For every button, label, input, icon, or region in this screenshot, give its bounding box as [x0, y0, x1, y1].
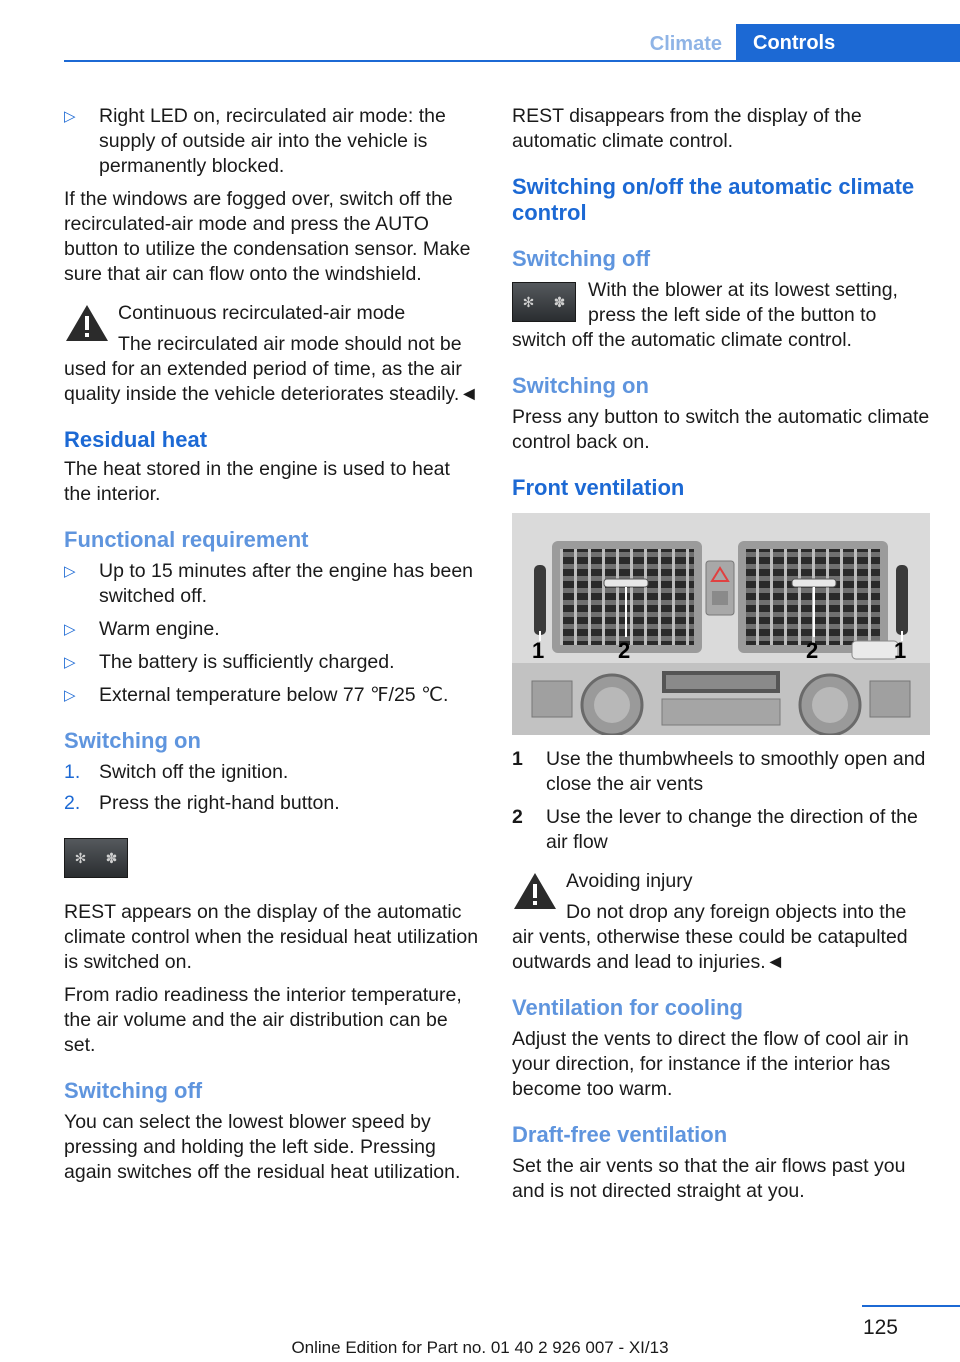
- page-number: 125: [862, 1316, 898, 1339]
- blower-button-image: [512, 282, 576, 322]
- paragraph-rest-on: REST appears on the display of the automatic climate control when the residual heat utilization is switched on.: [64, 901, 479, 973]
- left-column: [64, 104, 482, 1193]
- warning-triangle-icon: [512, 871, 558, 911]
- heading-switching-on: Switching on: [64, 728, 201, 753]
- triangle-right-icon: ▷: [64, 687, 76, 704]
- heading-functional-requirement: Functional requirement: [64, 527, 309, 552]
- heading-switching-on: Switching on: [512, 373, 649, 398]
- blower-button-image: [64, 838, 128, 878]
- triangle-right-icon: ▷: [64, 108, 76, 125]
- heading-switching-off: Switching off: [64, 1078, 203, 1103]
- footer-rule: [862, 1305, 960, 1307]
- heading-residual-heat: Residual heat: [64, 427, 208, 452]
- fan-icon: ✽: [105, 849, 118, 866]
- list-item: 2 Use the lever to change the direction of the air flow: [512, 806, 918, 853]
- front-vents-figure: [512, 513, 930, 735]
- list-item: ▷ Right LED on, recirculated air mode: the supply of outside air into the vehicle is permanently blocked.: [64, 105, 446, 177]
- heading-ventilation-cooling: Ventilation for cooling: [512, 995, 743, 1020]
- warning-body: The recirculated air mode should not be used for an extended period of time, as the air quality inside the vehicle deteriorates steadily.◄: [64, 333, 479, 405]
- paragraph-switch-off: ✻ ✽ With the blower at its lowest setting, press the left side of the button to switch off the automatic climate control.: [512, 279, 898, 351]
- list-item: ▷ External temperature below 77 ℉/25 ℃.: [64, 684, 449, 706]
- header-chapter: Controls: [736, 24, 960, 62]
- edition-note: Online Edition for Part no. 01 40 2 926 007 - XI/13: [291, 1338, 669, 1357]
- heading-draft-free: Draft-free ventilation: [512, 1122, 728, 1147]
- list-item: 1 Use the thumbwheels to smoothly open and close the air vents: [512, 748, 926, 795]
- paragraph-draft-free: Set the air vents so that the air flows past you and is not directed straight at you.: [512, 1155, 906, 1202]
- warning-triangle-icon: [64, 303, 110, 343]
- figure-label-1-right: 1: [894, 638, 907, 663]
- button-illustration: [64, 838, 482, 878]
- paragraph-radio-readiness: From radio readiness the interior temperature, the air volume and the air distribution can be set.: [64, 984, 462, 1056]
- figure-label-2-left: 2: [618, 638, 631, 663]
- warning-box: [64, 301, 482, 407]
- fan-icon: ✻: [74, 849, 87, 866]
- paragraph-residual: The heat stored in the engine is used to heat the interior.: [64, 458, 450, 505]
- paragraph-switching-off: You can select the lowest blower speed by pressing and holding the left side. Pressing again switches off the residual heat utilization.: [64, 1111, 461, 1183]
- warning-body: Do not drop any foreign objects into the air vents, otherwise these could be catapulted outwards and lead to injuries.◄: [512, 901, 908, 973]
- header-section: Climate: [649, 33, 722, 55]
- warning-box: [512, 869, 932, 975]
- fan-icon: ✻: [522, 293, 535, 310]
- figure-label-2-right: 2: [806, 638, 819, 663]
- triangle-right-icon: ▷: [64, 621, 76, 638]
- heading-front-ventilation: Front ventilation: [512, 475, 685, 500]
- triangle-right-icon: ▷: [64, 563, 76, 580]
- right-column: [512, 104, 932, 1212]
- heading-switching-off: Switching off: [512, 246, 651, 271]
- paragraph-cooling: Adjust the vents to direct the flow of cool air in your direction, for instance if the interior has become too warm.: [512, 1028, 909, 1100]
- list-item: ▷ Up to 15 minutes after the engine has been switched off.: [64, 560, 474, 607]
- heading-onoff-climate: Switching on/off the automatic climate control: [512, 174, 915, 225]
- paragraph-rest-gone: REST disappears from the display of the automatic climate control.: [512, 105, 862, 152]
- list-item: 1. Switch off the ignition.: [64, 761, 289, 783]
- header-rule: [64, 60, 960, 62]
- list-item: 2. Press the right-hand button.: [64, 792, 340, 814]
- warning-title: Continuous recirculated-air mode: [118, 302, 406, 324]
- warning-title: Avoiding injury: [566, 870, 693, 892]
- list-item: ▷ Warm engine.: [64, 618, 220, 640]
- fan-icon: ✽: [553, 293, 566, 310]
- paragraph-fogged: If the windows are fogged over, switch off the recirculated-air mode and press the AUTO button to utilize the condensation sensor. Make sure that air can flow onto the windshield.: [64, 188, 471, 285]
- triangle-right-icon: ▷: [64, 654, 76, 671]
- list-item: ▷ The battery is sufficiently charged.: [64, 651, 395, 673]
- figure-label-1-left: 1: [532, 638, 545, 663]
- paragraph-switch-on: Press any button to switch the automatic climate control back on.: [512, 406, 930, 453]
